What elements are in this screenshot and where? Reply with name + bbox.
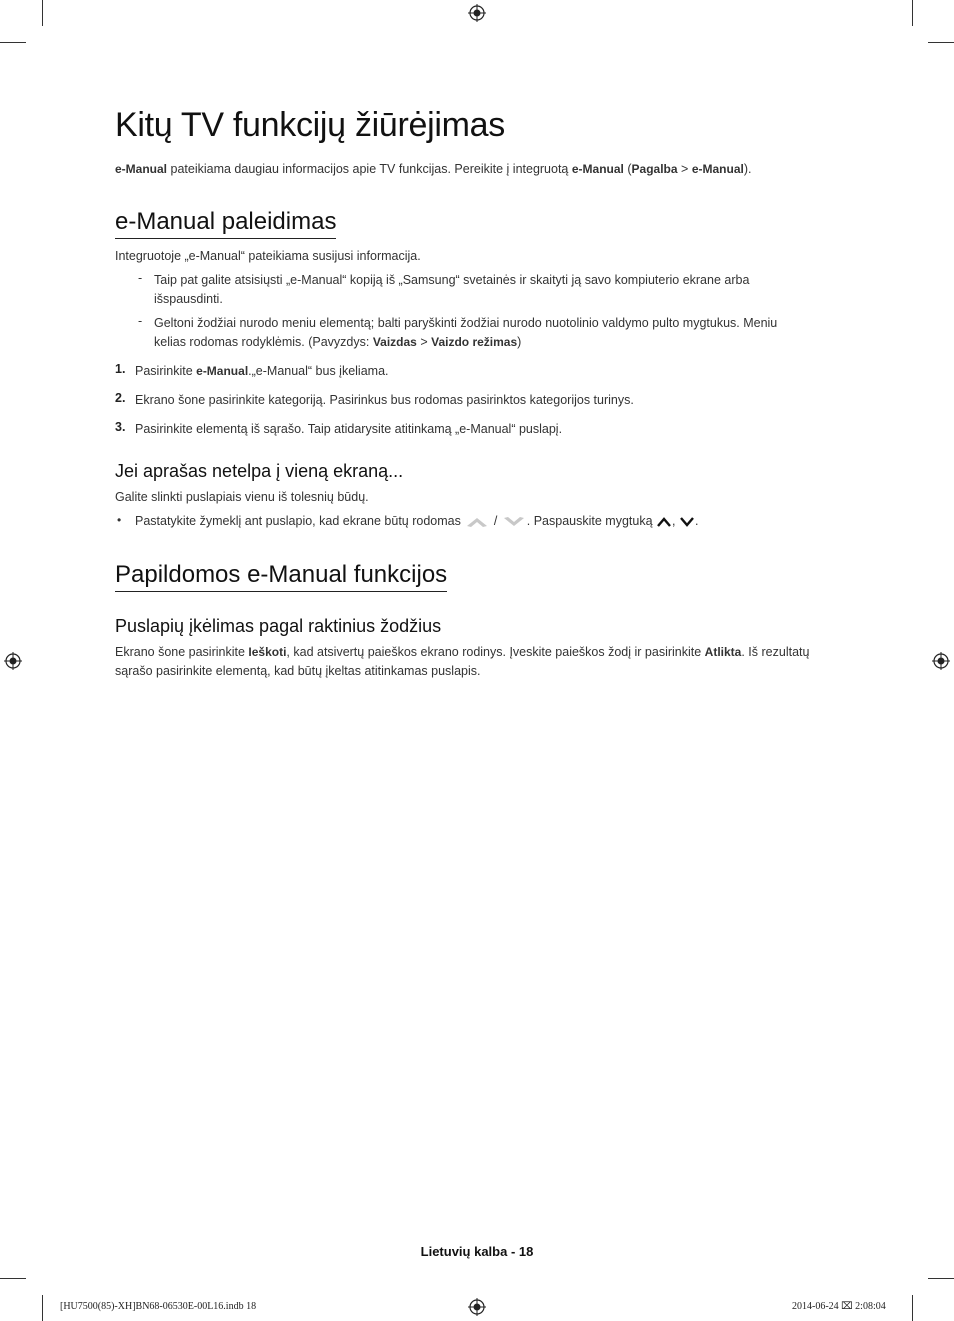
bullet-text: . bbox=[694, 514, 699, 528]
step-text: .„e-Manual“ bus įkeliama. bbox=[248, 364, 389, 378]
bullet-mark: • bbox=[117, 513, 122, 527]
crop-mark bbox=[42, 1295, 43, 1321]
subheading-scroll: Jei aprašas netelpa į vieną ekraną... bbox=[115, 461, 404, 481]
registration-mark-icon bbox=[468, 4, 486, 22]
paragraph-text: sąrašo pasirinkite elementą, kad būtų įkeltas atitinkamas puslapis. bbox=[115, 664, 481, 678]
section-heading-extra-functions: Papildomos e-Manual funkcijos bbox=[115, 561, 447, 592]
paragraph-text: Ekrano šone pasirinkite bbox=[115, 645, 249, 659]
step-number: 2. bbox=[115, 391, 126, 405]
print-slug-file: [HU7500(85)-XH]BN68-06530E-00L16.indb 18 bbox=[60, 1301, 257, 1312]
paragraph-text: , kad atsivertų paieškos ekrano rodinys. Įveskite paieškos žodį ir pasirinkite bbox=[286, 645, 705, 659]
intro-emanual-label: e-Manual bbox=[115, 162, 168, 176]
step-number: 1. bbox=[115, 362, 126, 376]
crop-mark bbox=[928, 1278, 954, 1279]
intro-emanual-label: e-Manual bbox=[571, 162, 624, 176]
step-text: Pasirinkite bbox=[135, 364, 197, 378]
paragraph-text: . Iš rezultatų bbox=[741, 645, 810, 659]
registration-mark-icon bbox=[932, 652, 950, 670]
note-text: > bbox=[416, 335, 432, 349]
bullet-text: / bbox=[490, 514, 501, 528]
bullet-text: Pastatykite žymeklį ant puslapio, kad ekrane būtų rodomas bbox=[135, 514, 465, 528]
crop-mark bbox=[912, 0, 913, 26]
print-slug-timestamp: 2014-06-24 ⌧ 2:08:04 bbox=[792, 1301, 886, 1312]
subheading-keyword-search: Puslapių įkėlimas pagal raktinius žodžius bbox=[115, 616, 442, 636]
note-text: Geltoni žodžiai nurodo meniu elementą; balti paryškinti žodžiai nurodo nuotolinio valdymo pulto mygtukus. Meniu bbox=[154, 316, 778, 330]
intro-text: ( bbox=[623, 162, 632, 176]
note-text: ) bbox=[517, 335, 522, 349]
crop-mark bbox=[42, 0, 43, 26]
crop-mark bbox=[0, 42, 26, 43]
chevron-down-icon bbox=[679, 516, 695, 528]
section1-lead: Integruotoje „e-Manual“ pateikiama susijusi informacija. bbox=[115, 249, 421, 263]
note-text: išspausdinti. bbox=[154, 292, 223, 306]
crop-mark bbox=[928, 42, 954, 43]
step-emanual-label: e-Manual bbox=[196, 364, 249, 378]
note-item bbox=[154, 314, 777, 352]
bullet-text: . Paspauskite mygtuką bbox=[526, 514, 656, 528]
crop-mark bbox=[0, 1278, 26, 1279]
note-item bbox=[154, 271, 749, 309]
crop-mark bbox=[912, 1295, 913, 1321]
section-heading-emanual-launch: e-Manual paleidimas bbox=[115, 208, 336, 239]
intro-text: pateikiama daugiau informacijos apie TV funkcijas. Pereikite į integruotą bbox=[167, 162, 572, 176]
note-text: Taip pat galite atsisiųsti „e-Manual“ kopiją iš „Samsung“ svetainės ir skaityti ją savo kompiuterio ekrane arba bbox=[154, 273, 750, 287]
registration-mark-icon bbox=[4, 652, 22, 670]
chevron-up-icon bbox=[656, 516, 672, 528]
page-number: Lietuvių kalba - 18 bbox=[420, 1244, 534, 1259]
intro-text: > bbox=[677, 162, 692, 176]
step-number: 3. bbox=[115, 420, 126, 434]
note-text: kelias rodomas rodyklėmis. (Pavyzdys: bbox=[154, 335, 373, 349]
step-item bbox=[135, 362, 389, 381]
note-dash: - bbox=[138, 314, 143, 328]
menu-path-vaizdo-rezimas: Vaizdo režimas bbox=[431, 335, 518, 349]
note-dash: - bbox=[138, 271, 143, 285]
bullet-text: , bbox=[672, 514, 679, 528]
step-text: Ekrano šone pasirinkite kategoriją. Pasirinkus bus rodomas pasirinktos kategorijos turinys. bbox=[135, 393, 634, 407]
scroll-up-arrow-icon bbox=[464, 514, 490, 530]
search-label: Ieškoti bbox=[248, 645, 287, 659]
keyword-search-paragraph bbox=[115, 643, 809, 681]
menu-path-vaizdas: Vaizdas bbox=[372, 335, 417, 349]
page-title: Kitų TV funkcijų žiūrėjimas bbox=[115, 106, 505, 144]
menu-path-help: Pagalba bbox=[631, 162, 678, 176]
done-label: Atlikta bbox=[704, 645, 742, 659]
scroll-bullet-item bbox=[135, 512, 698, 531]
menu-path-emanual: e-Manual bbox=[691, 162, 744, 176]
step-text: Pasirinkite elementą iš sąrašo. Taip atidarysite atitinkamą „e-Manual“ puslapį. bbox=[135, 422, 563, 436]
registration-mark-icon bbox=[468, 1298, 486, 1316]
intro-text: ). bbox=[743, 162, 752, 176]
intro-paragraph bbox=[115, 160, 751, 179]
scroll-lead: Galite slinkti puslapiais vienu iš tolesnių būdų. bbox=[115, 490, 369, 504]
scroll-down-arrow-icon bbox=[501, 514, 527, 530]
